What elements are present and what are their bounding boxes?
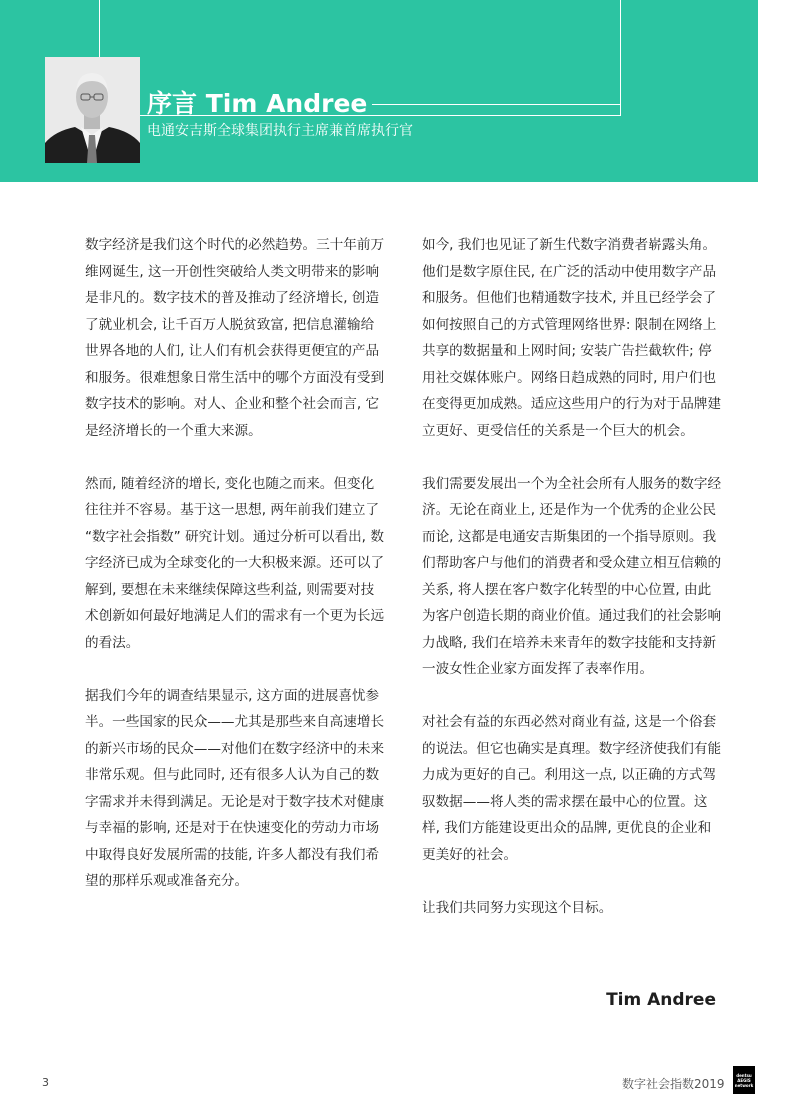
paragraph: 数字经济是我们这个时代的必然趋势。三十年前万维网诞生, 这一开创性突破给人类文明带来的影响是非凡的。数字技术的普及推动了经济增长, 创造了就业机会, 让千百万人脱贫致富, 把信息灌输给世界各地的人们, 让人们有机会获得更便宜的产品和服务。很难想象日常生活中的哪个方面没有受到数字技术的影响。对人、企业和整个社会而言, 它是经济增长的一个重大来源。 xyxy=(85,237,385,439)
dentsu-aegis-logo xyxy=(733,1066,755,1094)
header-banner xyxy=(0,0,758,182)
paragraph: 对社会有益的东西必然对商业有益, 这是一个俗套的说法。但它也确实是真理。数字经济使我们有能力成为更好的自己。利用这一点, 以正确的方式驾驭数据——将人类的需求摆在最中心的位置。这样, 我们方能建设更出众的品牌, 更优良的企业和更美好的社会。 xyxy=(422,714,722,863)
author-role: 电通安吉斯全球集团执行主席兼首席执行官 xyxy=(147,123,413,139)
logo-text: network xyxy=(734,1082,754,1088)
logo-text: dentsu xyxy=(736,1072,752,1078)
footer-title: 数字社会指数2019 xyxy=(622,1077,725,1091)
page-number: 3 xyxy=(42,1076,49,1089)
paragraph: 据我们今年的调查结果显示, 这方面的进展喜忧参半。一些国家的民众——尤其是那些来自高速增长的新兴市场的民众——对他们在数字经济中的未来非常乐观。但与此同时, 还有很多人认为自己的数字需求并未得到满足。无论是对于数字技术对健康与幸福的影响, 还是对于在快速变化的劳动力市场中取得良好发展所需的技能, 许多人都没有我们希望的那样乐观或准备充分。 xyxy=(85,687,385,889)
right-column xyxy=(422,232,722,948)
paragraph: 我们需要发展出一个为全社会所有人服务的数字经济。无论在商业上, 还是作为一个优秀的企业公民而论, 这都是电通安吉斯集团的一个指导原则。我们帮助客户与他们的消费者和受众建立相互信赖的关系, 将人摆在客户数字化转型的中心位置, 由此为客户创造长期的商业价值。通过我们的社会影响力战略, 我们在培养未来青年的数字技能和支持新一波女性企业家方面发挥了表率作用。 xyxy=(422,475,722,677)
logo-text: AEGIS xyxy=(737,1077,751,1083)
page-title: 序言 Tim Andree xyxy=(147,89,368,118)
paragraph: 如今, 我们也见证了新生代数字消费者崭露头角。他们是数字原住民, 在广泛的活动中使用数字产品和服务。但他们也精通数字技术, 并且已经学会了如何按照自己的方式管理网络世界: 限制在网络上共享的数据量和上网时间; 安装广告拦截软件; 停用社交媒体账户。网络日趋成熟的同时, 用户们也在变得更加成熟。适应这些用户的行为对于品牌建立更好、更受信任的关系是一个巨大的机会。 xyxy=(422,237,722,439)
title-divider xyxy=(372,104,621,105)
left-column xyxy=(85,232,385,921)
portrait-photo xyxy=(45,57,140,163)
paragraph: 让我们共同努力实现这个目标。 xyxy=(422,899,613,916)
signature: Tim Andree xyxy=(606,990,716,1010)
paragraph: 然而, 随着经济的增长, 变化也随之而来。但变化往往并不容易。基于这一思想, 两年前我们建立了 “数字社会指数” 研究计划。通过分析可以看出, 数字经济已成为全球变化的一大积极来源。还可以了解到, 要想在未来继续保障这些利益, 则需要对技术创新如何最好地满足人们的需求有一个更为长远的看法。 xyxy=(85,475,385,651)
